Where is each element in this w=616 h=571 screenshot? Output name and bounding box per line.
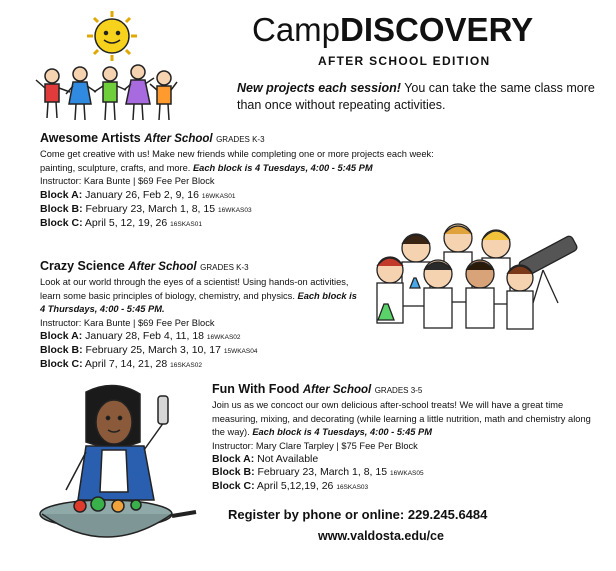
intro-paragraph: [237, 80, 602, 114]
block-row: [40, 330, 360, 344]
title-discovery: DISCOVERY: [340, 11, 534, 48]
block-dates: February 25, March 3, 10, 17: [82, 344, 224, 356]
block-dates: Not Available: [254, 453, 319, 465]
block-label: Block B:: [40, 344, 83, 356]
block-row: [212, 466, 602, 480]
block-label: Block A:: [40, 330, 83, 342]
course-grades: GRADES K-3: [216, 135, 265, 144]
course-description-text: Look at our world through the eyes of a scientist! Using hands-on activities, learn some basic principles of biology, chemistry, and physics.: [40, 277, 349, 301]
register-phone: Register by phone or online: 229.245.6484: [228, 507, 488, 522]
block-code: 16WKAS02: [206, 334, 241, 341]
course-schedule: Each block is 4 Tuesdays, 4:00 - 5:45 PM: [252, 427, 432, 437]
block-code: 16WKAS01: [201, 192, 236, 200]
course-description-text: Join us as we concoct our own delicious after-school treats! We will have a great time measuring, mixing, and decorating (while learning a little nutrition, math and chemistry along the way).: [212, 400, 591, 437]
block-label: Block A:: [212, 453, 255, 465]
course-heading: [40, 130, 440, 148]
course-instructor: Instructor: Kara Bunte | $69 Fee Per Block: [40, 176, 215, 186]
course-crazy-science: [40, 258, 360, 372]
course-heading: [40, 258, 360, 276]
title-camp: Camp: [252, 11, 341, 48]
course-awesome-artists: [40, 130, 440, 231]
block-code: 16WKAS05: [390, 470, 424, 477]
course-description: [212, 399, 602, 440]
block-label: Block B:: [212, 466, 255, 478]
block-dates: January 28, Feb 4, 11, 18: [82, 330, 207, 342]
block-dates: April 5, 12, 19, 26: [82, 216, 171, 229]
block-label: Block C:: [212, 480, 255, 492]
block-row: [40, 203, 440, 217]
course-instructor: Instructor: Mary Clare Tarpley | $75 Fee Per Block: [212, 440, 418, 451]
course-fun-with-food: [212, 381, 602, 494]
block-row: [212, 480, 602, 494]
block-code: 16WKAS03: [218, 206, 252, 214]
course-tag: After School: [128, 261, 197, 273]
block-row: [40, 189, 440, 203]
block-dates: April 7, 14, 21, 28: [82, 358, 171, 370]
block-row: [40, 358, 360, 372]
course-name: Awesome Artists: [40, 131, 141, 145]
course-tag: After School: [302, 384, 372, 396]
page-title: [252, 10, 533, 50]
block-label: Block B:: [40, 202, 83, 215]
course-schedule: Each block is 4 Thursdays, 4:00 - 5:45 PM.: [40, 290, 357, 314]
course-description: [40, 148, 440, 175]
website-url[interactable]: www.valdosta.edu/ce: [318, 529, 444, 543]
intro-text: You can take the same class more than once without repeating activities.: [237, 81, 595, 112]
block-dates: February 23, March 1, 8, 15: [254, 466, 390, 478]
course-schedule: Each block is 4 Tuesdays, 4:00 - 5:45 PM: [192, 162, 373, 173]
block-code: 16SKAS02: [170, 362, 202, 369]
block-label: Block A:: [40, 188, 83, 201]
block-dates: February 23, March 1, 8, 15: [82, 202, 218, 215]
course-grades: GRADES 3-5: [374, 386, 423, 395]
block-dates: January 26, Feb 2, 9, 16: [82, 188, 202, 201]
block-label: Block C:: [40, 358, 83, 370]
intro-emphasis: New projects each session!: [237, 81, 401, 95]
course-tag: After School: [144, 133, 213, 145]
block-code: 15WKAS04: [223, 348, 258, 355]
block-row: [212, 453, 602, 466]
course-instructor: Instructor: Kara Bunte | $69 Fee Per Block: [40, 317, 215, 328]
course-description-text: Come get creative with us! Make new friends while completing one or more projects each week: painting, sculpture, crafts, and more.: [40, 149, 434, 173]
chef-with-wok-illustration: [36, 382, 200, 562]
course-name: Fun With Food: [212, 382, 300, 396]
block-label: Block C:: [40, 216, 83, 229]
course-name: Crazy Science: [40, 259, 125, 273]
block-dates: April 5,12,19, 26: [254, 480, 337, 492]
block-code: 16SKAS01: [170, 220, 202, 228]
course-grades: GRADES K-3: [200, 263, 249, 272]
block-row: [40, 217, 440, 231]
sun-and-kids-illustration: [30, 8, 180, 126]
course-description: [40, 276, 360, 317]
course-heading: [212, 381, 602, 399]
block-row: [40, 344, 360, 358]
block-code: 16SKAS03: [336, 484, 369, 491]
page-subtitle: AFTER SCHOOL EDITION: [318, 54, 491, 68]
